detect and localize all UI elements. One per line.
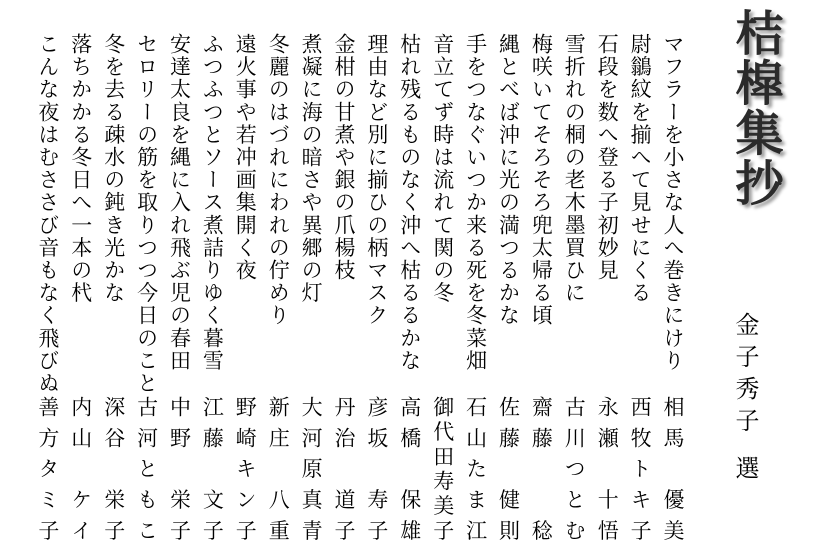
poet-name: 高橋 保雄: [397, 396, 422, 542]
haiku-line: 梅咲いてそろそろ兜太帰る頃: [529, 33, 554, 327]
haiku-line: 音立てず時は流れて関の冬: [430, 33, 455, 305]
poet-name: 齋藤 稔: [529, 396, 554, 542]
poet-name: 大河原真青: [299, 396, 324, 542]
poet-name: 中野 栄子: [167, 396, 192, 542]
poet-name: 古河ともこ: [134, 396, 159, 542]
poet-name: 相馬 優美: [661, 396, 685, 542]
haiku-line: 安達太良を縄に入れ飛ぶ児の春田: [167, 33, 192, 372]
haiku-line: 縄とべば沖に光の満つるかな: [496, 33, 521, 327]
poet-name: 深谷 栄子: [101, 396, 126, 542]
poet-name: 野崎キン子: [233, 396, 258, 542]
haiku-line: 枯れ残るものなく沖へ枯るるかな: [397, 33, 422, 372]
poet-name: 西牧トキ子: [628, 396, 653, 542]
page-title: 桔槹集抄: [727, 8, 783, 208]
haiku-line: マフラーを小さな人へ巻きにけり: [661, 33, 685, 372]
poet-name: 佐藤 健則: [496, 396, 521, 542]
poet-name: 新庄 八重: [266, 396, 291, 542]
poet-name: 丹治 道子: [332, 396, 356, 542]
poet-name: 善方タミ子: [35, 396, 60, 542]
haiku-line: 冬麗のはづれにわれの佇めり: [266, 33, 291, 327]
poet-name: 江藤 文子: [200, 396, 225, 542]
haiku-line: 落ちかかる冬日へ一本の杙: [68, 33, 93, 305]
haiku-line: 雪折れの桐の老木墨買ひに: [562, 33, 587, 305]
haiku-line: 金柑の甘煮や銀の爪楊枝: [332, 33, 356, 282]
selector-name: 金子秀子 選: [731, 312, 759, 488]
haiku-line: 冬を去る疎水の鈍き光かな: [101, 33, 126, 305]
poet-name: 御代田寿美子: [430, 396, 455, 542]
poet-name: 永瀬 十悟: [595, 396, 620, 542]
poet-name: 古川つとむ: [562, 396, 587, 542]
poet-name: 石山たま江: [463, 396, 488, 542]
poet-name: 内山 ケイ: [68, 396, 93, 542]
haiku-line: 煮凝に海の暗さや異郷の灯: [299, 33, 324, 305]
haiku-line: ふつふつとソース煮詰りゆく暮雪: [200, 33, 225, 372]
haiku-line: セロリーの筋を取りつつ今日のこと: [134, 33, 159, 395]
haiku-line: 石段を数へ登る子初妙見: [595, 33, 620, 282]
poet-name: 彦坂 寿子: [364, 396, 389, 542]
haiku-line: こんな夜はむささび音もなく飛びぬ: [35, 33, 60, 395]
haiku-line: 手をつなぐいつか来る死を冬菜畑: [463, 33, 488, 372]
haiku-line: 遠火事や若冲画集開く夜: [233, 33, 258, 282]
haiku-line: 理由など別に揃ひの柄マスク: [364, 33, 389, 327]
haiku-line: 尉鶲紋を揃へて見せにくる: [628, 33, 653, 305]
